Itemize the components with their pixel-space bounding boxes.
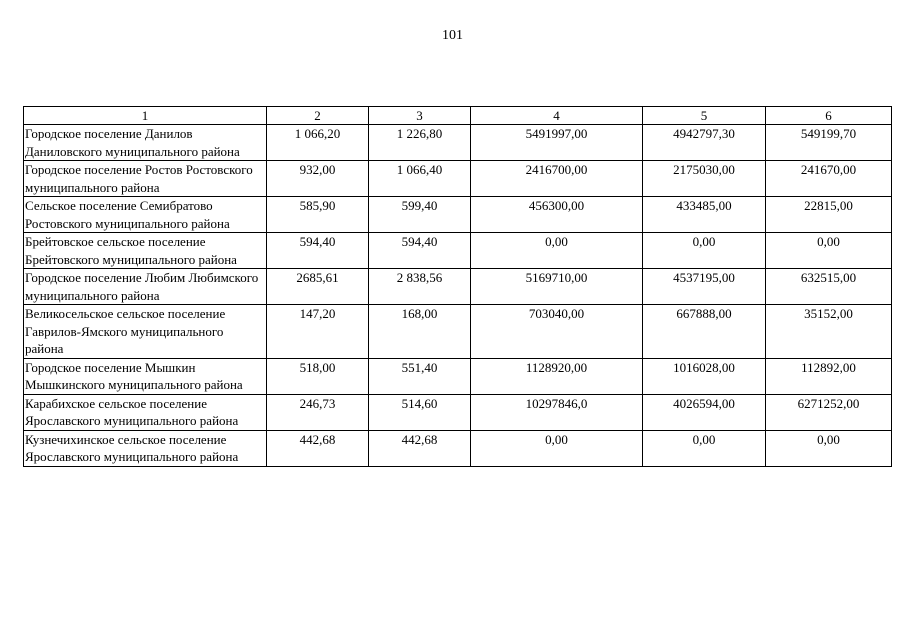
- table-row: [24, 394, 892, 430]
- settlement-name: Городское поселение Ростов Ростовского муниципального района: [24, 161, 267, 197]
- cell-col-4: 0,00: [471, 430, 643, 466]
- cell-col-4: 10297846,0: [471, 394, 643, 430]
- page-number: 101: [442, 28, 463, 43]
- cell-col-2: 518,00: [267, 358, 369, 394]
- table-row: [24, 125, 892, 161]
- cell-col-4: 456300,00: [471, 197, 643, 233]
- cell-col-3: 1 066,40: [369, 161, 471, 197]
- cell-col-6: 0,00: [766, 233, 892, 269]
- cell-col-3: 1 226,80: [369, 125, 471, 161]
- cell-col-4: 703040,00: [471, 305, 643, 359]
- cell-col-2: 1 066,20: [267, 125, 369, 161]
- cell-col-2: 442,68: [267, 430, 369, 466]
- settlement-name: Карабихское сельское поселение Ярославского муниципального района: [24, 394, 267, 430]
- cell-col-4: 5491997,00: [471, 125, 643, 161]
- cell-col-5: 0,00: [643, 233, 766, 269]
- cell-col-3: 599,40: [369, 197, 471, 233]
- cell-col-2: 585,90: [267, 197, 369, 233]
- column-header-2: 2: [267, 107, 369, 125]
- cell-col-6: 22815,00: [766, 197, 892, 233]
- cell-col-3: 442,68: [369, 430, 471, 466]
- cell-col-2: 147,20: [267, 305, 369, 359]
- cell-col-3: 514,60: [369, 394, 471, 430]
- cell-col-2: 2685,61: [267, 269, 369, 305]
- cell-col-5: 4026594,00: [643, 394, 766, 430]
- cell-col-5: 0,00: [643, 430, 766, 466]
- table-row: [24, 197, 892, 233]
- cell-col-5: 667888,00: [643, 305, 766, 359]
- column-header-6: 6: [766, 107, 892, 125]
- settlement-name: Городское поселение Данилов Даниловского муниципального района: [24, 125, 267, 161]
- column-header-1: 1: [24, 107, 267, 125]
- header-row: [24, 107, 892, 125]
- cell-col-4: 0,00: [471, 233, 643, 269]
- cell-col-6: 241670,00: [766, 161, 892, 197]
- settlement-name: Кузнечихинское сельское поселение Ярославского муниципального района: [24, 430, 267, 466]
- cell-col-6: 0,00: [766, 430, 892, 466]
- table-row: [24, 305, 892, 359]
- column-header-5: 5: [643, 107, 766, 125]
- table-row: [24, 358, 892, 394]
- column-header-4: 4: [471, 107, 643, 125]
- settlement-name: Сельское поселение Семибратово Ростовского муниципального района: [24, 197, 267, 233]
- cell-col-5: 4537195,00: [643, 269, 766, 305]
- cell-col-2: 594,40: [267, 233, 369, 269]
- column-header-3: 3: [369, 107, 471, 125]
- cell-col-3: 168,00: [369, 305, 471, 359]
- cell-col-6: 6271252,00: [766, 394, 892, 430]
- settlement-name: Брейтовское сельское поселение Брейтовского муниципального района: [24, 233, 267, 269]
- cell-col-2: 246,73: [267, 394, 369, 430]
- cell-col-5: 433485,00: [643, 197, 766, 233]
- cell-col-4: 2416700,00: [471, 161, 643, 197]
- cell-col-4: 5169710,00: [471, 269, 643, 305]
- settlement-name: Городское поселение Мышкин Мышкинского муниципального района: [24, 358, 267, 394]
- cell-col-2: 932,00: [267, 161, 369, 197]
- cell-col-6: 549199,70: [766, 125, 892, 161]
- settlement-name: Городское поселение Любим Любимского муниципального района: [24, 269, 267, 305]
- cell-col-4: 1128920,00: [471, 358, 643, 394]
- settlement-name: Великосельское сельское поселение Гаврилов-Ямского муниципального района: [24, 305, 267, 359]
- cell-col-6: 632515,00: [766, 269, 892, 305]
- cell-col-6: 112892,00: [766, 358, 892, 394]
- table-row: [24, 233, 892, 269]
- table-row: [24, 269, 892, 305]
- cell-col-6: 35152,00: [766, 305, 892, 359]
- cell-col-5: 1016028,00: [643, 358, 766, 394]
- cell-col-3: 2 838,56: [369, 269, 471, 305]
- cell-col-3: 594,40: [369, 233, 471, 269]
- data-table: [23, 106, 892, 467]
- cell-col-5: 4942797,30: [643, 125, 766, 161]
- cell-col-3: 551,40: [369, 358, 471, 394]
- cell-col-5: 2175030,00: [643, 161, 766, 197]
- table-row: [24, 161, 892, 197]
- table-row: [24, 430, 892, 466]
